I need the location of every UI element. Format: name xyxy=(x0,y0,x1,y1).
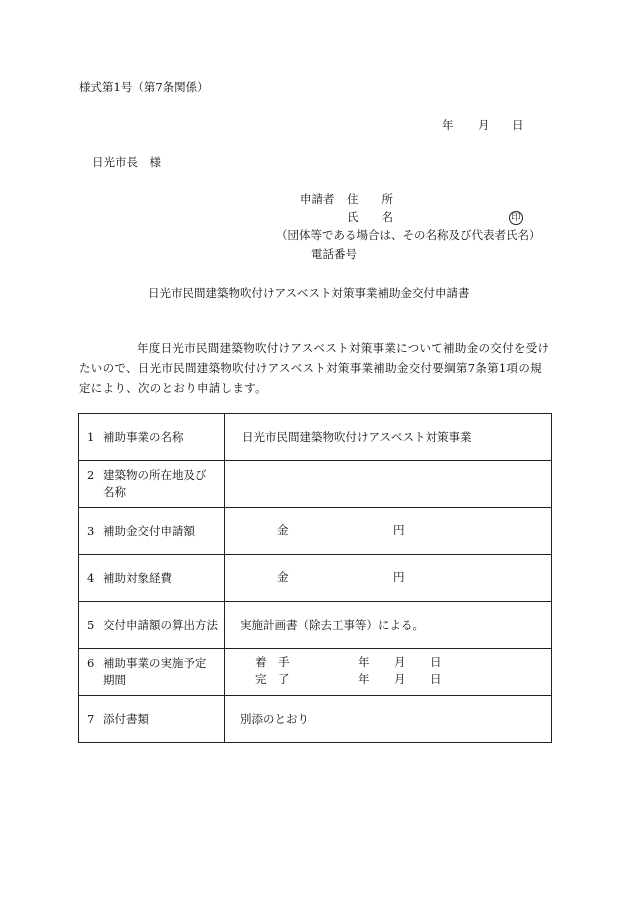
row-label-cell xyxy=(79,508,225,555)
row-number: 5 xyxy=(87,617,95,632)
table-row xyxy=(79,414,552,461)
row-value-cell xyxy=(225,602,552,649)
row-label-cell xyxy=(79,414,225,461)
table-row xyxy=(79,555,552,602)
row-number: 6 xyxy=(87,656,95,670)
application-table xyxy=(78,413,552,743)
table-row xyxy=(79,649,552,696)
table-row xyxy=(79,508,552,555)
end-label: 完 了 xyxy=(255,672,290,686)
row-number: 7 xyxy=(87,711,95,726)
amount-prefix: 金 xyxy=(277,523,289,537)
end-year: 年 xyxy=(358,672,370,686)
form-number: 様式第1号（第7条関係） xyxy=(79,80,209,94)
date-month-label: 月 xyxy=(478,118,490,132)
start-month: 月 xyxy=(394,655,406,669)
row-value: 日光市民間建築物吹付けアスベスト対策事業 xyxy=(242,429,472,444)
start-day: 日 xyxy=(430,655,442,669)
body-paragraph xyxy=(79,338,551,398)
table-row xyxy=(79,696,552,743)
row-label: 補助事業の名称 xyxy=(103,429,184,444)
row-label-cell xyxy=(79,602,225,649)
row-label: 補助事業の実施予定期間 xyxy=(103,656,207,687)
row-value: 実施計画書（除去工事等）による。 xyxy=(240,617,424,632)
table-row xyxy=(79,461,552,508)
row-value-cell[interactable] xyxy=(225,461,552,508)
row-label: 添付書類 xyxy=(103,711,149,726)
row-number: 1 xyxy=(87,429,95,444)
row-number: 3 xyxy=(87,523,95,538)
applicant-label: 申請者 xyxy=(300,192,335,206)
row-value-cell[interactable] xyxy=(225,649,552,696)
row-value-cell xyxy=(225,414,552,461)
seal-mark: 印 xyxy=(509,211,523,225)
row-label-cell xyxy=(79,649,225,696)
applicant-phone-label: 電話番号 xyxy=(311,247,357,261)
document-title: 日光市民間建築物吹付けアスベスト対策事業補助金交付申請書 xyxy=(148,286,470,300)
amount-prefix: 金 xyxy=(277,570,289,584)
row-label-cell xyxy=(79,461,225,508)
row-number: 2 xyxy=(87,468,95,482)
row-label-cell xyxy=(79,696,225,743)
row-label-cell xyxy=(79,555,225,602)
row-label: 交付申請額の算出方法 xyxy=(103,617,218,632)
end-day: 日 xyxy=(430,672,442,686)
row-label: 補助対象経費 xyxy=(103,570,172,585)
amount-unit: 円 xyxy=(393,523,405,537)
date-day-label: 日 xyxy=(512,118,524,132)
amount-unit: 円 xyxy=(393,570,405,584)
start-label: 着 手 xyxy=(255,655,290,669)
end-month: 月 xyxy=(394,672,406,686)
row-value-cell[interactable] xyxy=(225,508,552,555)
applicant-name-label: 氏 名 xyxy=(347,210,393,224)
applicant-address-label: 住 所 xyxy=(347,192,393,206)
row-label: 補助金交付申請額 xyxy=(103,523,195,538)
table-row xyxy=(79,602,552,649)
row-value-cell[interactable] xyxy=(225,555,552,602)
row-label: 建築物の所在地及び名称 xyxy=(103,468,207,499)
applicant-note: （団体等である場合は、その名称及び代表者氏名） xyxy=(276,228,541,242)
row-value: 別添のとおり xyxy=(240,711,309,726)
addressee: 日光市長 様 xyxy=(92,155,161,169)
body-text: 年度日光市民間建築物吹付けアスベスト対策事業について補助金の交付を受けたいので、日光市民間建築物吹付けアスベスト対策事業補助金交付要綱第7条第1項の規定により、次のとおり申請します。 xyxy=(79,341,550,395)
date-year-label: 年 xyxy=(442,118,454,132)
start-year: 年 xyxy=(358,655,370,669)
row-number: 4 xyxy=(87,570,95,585)
row-value-cell xyxy=(225,696,552,743)
